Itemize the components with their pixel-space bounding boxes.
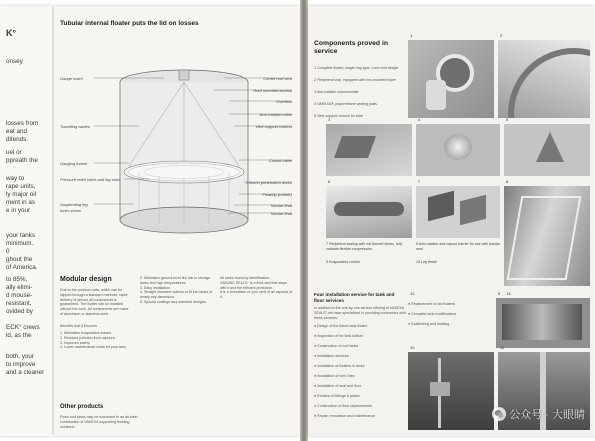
diagram-label-left: Gauge hatch (60, 76, 83, 81)
left-strip-line: ppreath the (6, 157, 38, 164)
center-page (54, 6, 300, 436)
photo-pipe-seal (326, 186, 412, 238)
left-strip-line: both, your (6, 353, 35, 360)
diagram-label-left: Travelling cables (60, 124, 90, 129)
photo-roof-panel (326, 124, 412, 176)
modular-col2-text: 2. Minimises ground-level fire risk in storage tanks and high temperatures. 3. Easy installation. 4. Straight standard options to fit into tanks of nearly any dimension. 5. Special coatings and standard designs. (140, 276, 213, 304)
service-list-item: ● Repair, renovation and maintenance (314, 414, 375, 418)
service-list-item: ● Replacement of old floaters (408, 302, 455, 306)
left-strip-line: your tanks (6, 232, 36, 239)
left-strip-line: ld, as the (6, 332, 32, 339)
component-list-item: 4 VAKEXA® polyurethane sealing pads (314, 102, 377, 106)
left-strip-line: e in your (6, 207, 31, 214)
center-page-title: Tubular internal floater puts the lid on losses (60, 20, 199, 27)
photo-number: 2 (500, 33, 503, 38)
service-list-item: ● Erection of fittings & plates (314, 394, 360, 398)
photo-inside-tank-wall (504, 186, 590, 286)
diagram-label-right: Tubular float (270, 203, 292, 208)
photo-number: 3 (328, 117, 331, 122)
diagram-label-right: Anti-rotation cable (259, 112, 292, 117)
diagram-label-left: Gauging funnel (60, 161, 88, 166)
page-fold (300, 0, 308, 441)
service-list-item: ● Construction of roof tanks (314, 344, 359, 348)
left-strip-line: rape units, (6, 183, 36, 190)
service-list-item: ● Complete tank modifications (408, 312, 457, 316)
service-list-item: ● Installation of vent lines (314, 374, 355, 378)
watermark-text: 公众号 · 大眼睛 (509, 409, 585, 421)
caption-9: 9 Evaporation control (326, 260, 360, 264)
photo-number: 4 (418, 117, 421, 122)
photo-hoist-interior (408, 352, 494, 430)
service-list-item: ● Installation services (314, 354, 349, 358)
left-strip-line: onsey (6, 58, 23, 65)
left-strip-line: and a cleaner (6, 369, 45, 376)
diagram-label-right: Closed cable (268, 158, 292, 163)
floor-services-intro: In addition to the one-by-one service offering of VAKEXA SEALS° we have specialized in providing contractors with these services: (314, 306, 406, 320)
photo-cone-fitting (504, 124, 590, 176)
diagram-label-right: Vent support column (255, 124, 292, 129)
left-strip-line: ECK° crews (6, 324, 40, 331)
caption-7: 7 Peripheral sealing with roll-formed shoes, fully variable flexible compression (326, 242, 403, 251)
photo-number: 8 (506, 179, 509, 184)
photo-number: 13 (506, 291, 511, 296)
photo-fitting-closeup (496, 298, 590, 348)
components-heading: Components proved in service (314, 40, 389, 55)
left-strip-line: to 85%, (6, 276, 28, 283)
left-strip-line: minimum. (6, 240, 34, 247)
photo-ducts (416, 186, 500, 238)
left-strip-line: resistant, (6, 300, 32, 307)
caption-8: 8 Anti-rotation and vapour barrier for use with tubular seal (416, 242, 500, 251)
service-list-item: ● Inspection of the tank bottom (314, 334, 364, 338)
modular-col3-text: All tanks found by identification. VAKUBO SEALS° Is a floor and that stays with it and the efficient protection. It is a foundation of your tank of all aspects of it. (220, 276, 293, 300)
component-list-item: 3 Anti-rotation column/cable (314, 90, 359, 94)
diagram-label-right: Tubular float (270, 211, 292, 216)
photo-worker-in-tank (408, 40, 494, 118)
service-list-item: ● Scaffolding and hoisting (408, 322, 450, 326)
photo-tank-curve (498, 40, 590, 118)
left-strip-line: ovided by (6, 308, 33, 315)
photo-number: 7 (418, 179, 421, 184)
caption-10: 10 Leg detail (416, 260, 437, 264)
left-strip-line: ally elimi- (6, 284, 33, 291)
diagram-label-right: Overflow (276, 99, 292, 104)
right-page (308, 6, 595, 436)
photo-number: 9 (498, 291, 501, 296)
other-products-text: Fixed roof tanks may be converted to an all-steel construction of VAKEXA supporting building solutions. (60, 415, 138, 429)
watermark (492, 406, 585, 422)
service-list-item: ● Installation of seal and floor (314, 384, 361, 388)
photo-number: 11 (500, 345, 505, 350)
left-strip-line: losses from (6, 120, 39, 127)
photo-number: 10 (410, 345, 415, 350)
wechat-icon (492, 407, 506, 421)
service-list-item: ● Design of the future tank floater (314, 324, 368, 328)
left-strip-line: uel or (6, 149, 22, 156)
left-strip-line: d mouse- (6, 292, 33, 299)
modular-col1-text: Due to the pontoon units, which can be slipped through a standard manhole, rapid delivery of almost all components is guaranteed. The floater can be installed without hot work. All components are made of aluminium or stainless steel. (60, 288, 129, 316)
photo-number: 1 (410, 33, 413, 38)
leader-lines (54, 6, 300, 436)
other-products-heading: Other products (60, 404, 104, 410)
diagram-label-right: Roof mounted access (253, 88, 292, 93)
left-strip-line: K° (6, 28, 17, 38)
modular-design-heading: Modular design (60, 276, 112, 283)
left-strip-line: ghout the (6, 256, 33, 263)
left-strip-line: to improve (6, 361, 36, 368)
left-strip-line: ment in as (6, 199, 36, 206)
left-strip-line: eat and (6, 128, 28, 135)
diagram-label-left: Suspending leg (60, 202, 88, 207)
component-list-item: 5 Vent support column for tube (314, 114, 364, 118)
diagram-label-left: Inner shoes (60, 208, 81, 213)
left-strip-line: of America. (6, 264, 38, 271)
service-list-item: ● Installation of floaters in tanks (314, 364, 365, 368)
diagram-label-right: Floating (rubber) (262, 192, 292, 197)
diagram-label-left: Pressure relief valve and leg stool (60, 177, 121, 182)
service-list-item: ● Construction of floor replacements (314, 404, 372, 408)
benefits-heading: Benefits that it Ensures (60, 324, 97, 328)
left-page-strip (0, 6, 52, 436)
left-strip-line: ditends. (6, 136, 29, 143)
photo-number: 12 (410, 291, 415, 296)
left-strip-line: 0 (6, 248, 10, 255)
photo-vent-dome (416, 124, 500, 176)
floor-services-heading: Four installation service for tank and floor services (314, 292, 395, 303)
diagram-label-right: Centre roof vent (263, 76, 292, 81)
left-strip-line: way to (6, 175, 25, 182)
photo-number: 6 (328, 179, 331, 184)
benefits-list: 1. Minimises evaporation losses. 2. Reduces pollution from vapours. 3. Improves safety. 4. Lower maintenance costs for your tank. (60, 331, 127, 350)
left-strip-line: ly major oil (6, 191, 37, 198)
diagram-label-right: Column penetration doors (245, 180, 292, 185)
component-list-item: 1 Complete floater, single-ring type, cone-roof design (314, 66, 399, 70)
component-list-item: 2 Peripheral seal, equipped with rim-mounted wiper (314, 78, 396, 82)
photo-number: 5 (506, 117, 509, 122)
